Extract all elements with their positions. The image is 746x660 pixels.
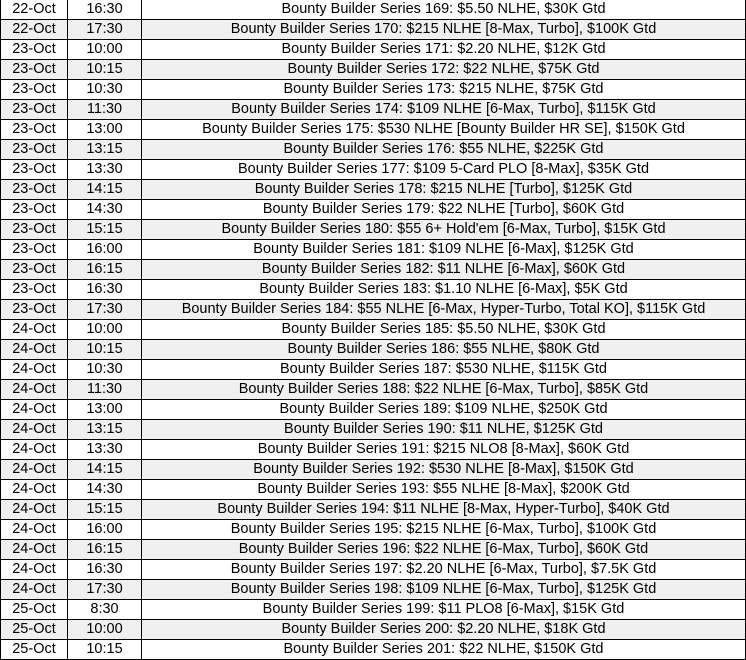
- event-cell: Bounty Builder Series 196: $22 NLHE [6-Max, Turbo], $60K Gtd: [142, 540, 746, 560]
- event-cell: Bounty Builder Series 188: $22 NLHE [6-Max, Turbo], $85K Gtd: [142, 380, 746, 400]
- event-cell: Bounty Builder Series 200: $2.20 NLHE, $18K Gtd: [142, 620, 746, 640]
- event-cell: Bounty Builder Series 176: $55 NLHE, $225K Gtd: [142, 140, 746, 160]
- table-row: [1, 220, 746, 240]
- time-cell: 16:00: [68, 520, 142, 540]
- event-cell: Bounty Builder Series 186: $55 NLHE, $80K Gtd: [142, 340, 746, 360]
- date-cell: 24-Oct: [1, 580, 68, 600]
- event-cell: Bounty Builder Series 177: $109 5-Card PLO [8-Max], $35K Gtd: [142, 160, 746, 180]
- table-row: [1, 320, 746, 340]
- table-row: [1, 400, 746, 420]
- table-row: [1, 0, 746, 20]
- event-cell: Bounty Builder Series 201: $22 NLHE, $150K Gtd: [142, 640, 746, 660]
- table-row: [1, 620, 746, 640]
- time-cell: 16:15: [68, 260, 142, 280]
- time-cell: 14:15: [68, 460, 142, 480]
- table-row: [1, 280, 746, 300]
- table-row: [1, 420, 746, 440]
- date-cell: 24-Oct: [1, 360, 68, 380]
- date-cell: 23-Oct: [1, 60, 68, 80]
- table-row: [1, 380, 746, 400]
- date-cell: 23-Oct: [1, 240, 68, 260]
- date-cell: 25-Oct: [1, 640, 68, 660]
- table-row: [1, 340, 746, 360]
- time-cell: 17:30: [68, 300, 142, 320]
- date-cell: 23-Oct: [1, 120, 68, 140]
- table-row: [1, 640, 746, 660]
- time-cell: 10:00: [68, 620, 142, 640]
- time-cell: 10:30: [68, 80, 142, 100]
- date-cell: 24-Oct: [1, 560, 68, 580]
- date-cell: 24-Oct: [1, 380, 68, 400]
- time-cell: 17:30: [68, 580, 142, 600]
- time-cell: 13:30: [68, 160, 142, 180]
- time-cell: 11:30: [68, 100, 142, 120]
- date-cell: 24-Oct: [1, 440, 68, 460]
- time-cell: 16:00: [68, 240, 142, 260]
- table-row: [1, 20, 746, 40]
- date-cell: 23-Oct: [1, 140, 68, 160]
- time-cell: 17:30: [68, 20, 142, 40]
- date-cell: 24-Oct: [1, 460, 68, 480]
- date-cell: 23-Oct: [1, 200, 68, 220]
- event-cell: Bounty Builder Series 173: $215 NLHE, $75K Gtd: [142, 80, 746, 100]
- event-cell: Bounty Builder Series 184: $55 NLHE [6-Max, Hyper-Turbo, Total KO], $115K Gtd: [142, 300, 746, 320]
- time-cell: 13:00: [68, 120, 142, 140]
- time-cell: 16:30: [68, 560, 142, 580]
- table-row: [1, 560, 746, 580]
- date-cell: 24-Oct: [1, 320, 68, 340]
- event-cell: Bounty Builder Series 174: $109 NLHE [6-Max, Turbo], $115K Gtd: [142, 100, 746, 120]
- table-row: [1, 240, 746, 260]
- table-row: [1, 500, 746, 520]
- time-cell: 10:00: [68, 320, 142, 340]
- event-cell: Bounty Builder Series 171: $2.20 NLHE, $12K Gtd: [142, 40, 746, 60]
- event-cell: Bounty Builder Series 172: $22 NLHE, $75K Gtd: [142, 60, 746, 80]
- date-cell: 23-Oct: [1, 180, 68, 200]
- event-cell: Bounty Builder Series 175: $530 NLHE [Bounty Builder HR SE], $150K Gtd: [142, 120, 746, 140]
- event-cell: Bounty Builder Series 185: $5.50 NLHE, $30K Gtd: [142, 320, 746, 340]
- event-cell: Bounty Builder Series 178: $215 NLHE [Turbo], $125K Gtd: [142, 180, 746, 200]
- event-cell: Bounty Builder Series 193: $55 NLHE [8-Max], $200K Gtd: [142, 480, 746, 500]
- event-cell: Bounty Builder Series 189: $109 NLHE, $250K Gtd: [142, 400, 746, 420]
- date-cell: 23-Oct: [1, 40, 68, 60]
- table-row: [1, 260, 746, 280]
- date-cell: 23-Oct: [1, 160, 68, 180]
- event-cell: Bounty Builder Series 191: $215 NLO8 [8-Max], $60K Gtd: [142, 440, 746, 460]
- event-cell: Bounty Builder Series 181: $109 NLHE [6-Max], $125K Gtd: [142, 240, 746, 260]
- date-cell: 24-Oct: [1, 480, 68, 500]
- table-row: [1, 40, 746, 60]
- time-cell: 8:30: [68, 600, 142, 620]
- time-cell: 16:30: [68, 280, 142, 300]
- table-row: [1, 100, 746, 120]
- event-cell: Bounty Builder Series 170: $215 NLHE [8-Max, Turbo], $100K Gtd: [142, 20, 746, 40]
- date-cell: 22-Oct: [1, 20, 68, 40]
- time-cell: 13:30: [68, 440, 142, 460]
- time-cell: 14:30: [68, 200, 142, 220]
- event-cell: Bounty Builder Series 187: $530 NLHE, $115K Gtd: [142, 360, 746, 380]
- table-row: [1, 360, 746, 380]
- date-cell: 22-Oct: [1, 0, 68, 20]
- date-cell: 24-Oct: [1, 520, 68, 540]
- date-cell: 23-Oct: [1, 220, 68, 240]
- event-cell: Bounty Builder Series 183: $1.10 NLHE [6-Max], $5K Gtd: [142, 280, 746, 300]
- time-cell: 13:00: [68, 400, 142, 420]
- time-cell: 10:15: [68, 60, 142, 80]
- date-cell: 25-Oct: [1, 600, 68, 620]
- table-row: [1, 540, 746, 560]
- date-cell: 24-Oct: [1, 500, 68, 520]
- time-cell: 13:15: [68, 140, 142, 160]
- table-row: [1, 460, 746, 480]
- event-cell: Bounty Builder Series 198: $109 NLHE [6-Max, Turbo], $125K Gtd: [142, 580, 746, 600]
- date-cell: 25-Oct: [1, 620, 68, 640]
- event-cell: Bounty Builder Series 179: $22 NLHE [Turbo], $60K Gtd: [142, 200, 746, 220]
- event-cell: Bounty Builder Series 180: $55 6+ Hold'em [6-Max, Turbo], $15K Gtd: [142, 220, 746, 240]
- date-cell: 24-Oct: [1, 540, 68, 560]
- table-row: [1, 80, 746, 100]
- table-row: [1, 60, 746, 80]
- event-cell: Bounty Builder Series 192: $530 NLHE [8-Max], $150K Gtd: [142, 460, 746, 480]
- table-row: [1, 440, 746, 460]
- table-row: [1, 200, 746, 220]
- date-cell: 24-Oct: [1, 400, 68, 420]
- time-cell: 15:15: [68, 220, 142, 240]
- event-cell: Bounty Builder Series 195: $215 NLHE [6-Max, Turbo], $100K Gtd: [142, 520, 746, 540]
- event-cell: Bounty Builder Series 169: $5.50 NLHE, $30K Gtd: [142, 0, 746, 20]
- time-cell: 16:30: [68, 0, 142, 20]
- time-cell: 14:30: [68, 480, 142, 500]
- date-cell: 23-Oct: [1, 260, 68, 280]
- time-cell: 10:00: [68, 40, 142, 60]
- date-cell: 23-Oct: [1, 100, 68, 120]
- table-row: [1, 520, 746, 540]
- table-row: [1, 580, 746, 600]
- event-cell: Bounty Builder Series 194: $11 NLHE [8-Max, Hyper-Turbo], $40K Gtd: [142, 500, 746, 520]
- event-cell: Bounty Builder Series 197: $2.20 NLHE [6-Max, Turbo], $7.5K Gtd: [142, 560, 746, 580]
- event-cell: Bounty Builder Series 199: $11 PLO8 [6-Max], $15K Gtd: [142, 600, 746, 620]
- date-cell: 23-Oct: [1, 280, 68, 300]
- time-cell: 15:15: [68, 500, 142, 520]
- date-cell: 23-Oct: [1, 80, 68, 100]
- time-cell: 10:30: [68, 360, 142, 380]
- table-row: [1, 160, 746, 180]
- event-cell: Bounty Builder Series 182: $11 NLHE [6-Max], $60K Gtd: [142, 260, 746, 280]
- table-row: [1, 300, 746, 320]
- table-row: [1, 600, 746, 620]
- time-cell: 10:15: [68, 640, 142, 660]
- time-cell: 10:15: [68, 340, 142, 360]
- table-row: [1, 480, 746, 500]
- table-row: [1, 180, 746, 200]
- schedule-table-body: [1, 0, 746, 660]
- table-row: [1, 120, 746, 140]
- time-cell: 13:15: [68, 420, 142, 440]
- time-cell: 16:15: [68, 540, 142, 560]
- time-cell: 11:30: [68, 380, 142, 400]
- date-cell: 24-Oct: [1, 420, 68, 440]
- date-cell: 24-Oct: [1, 340, 68, 360]
- table-row: [1, 140, 746, 160]
- event-cell: Bounty Builder Series 190: $11 NLHE, $125K Gtd: [142, 420, 746, 440]
- time-cell: 14:15: [68, 180, 142, 200]
- date-cell: 23-Oct: [1, 300, 68, 320]
